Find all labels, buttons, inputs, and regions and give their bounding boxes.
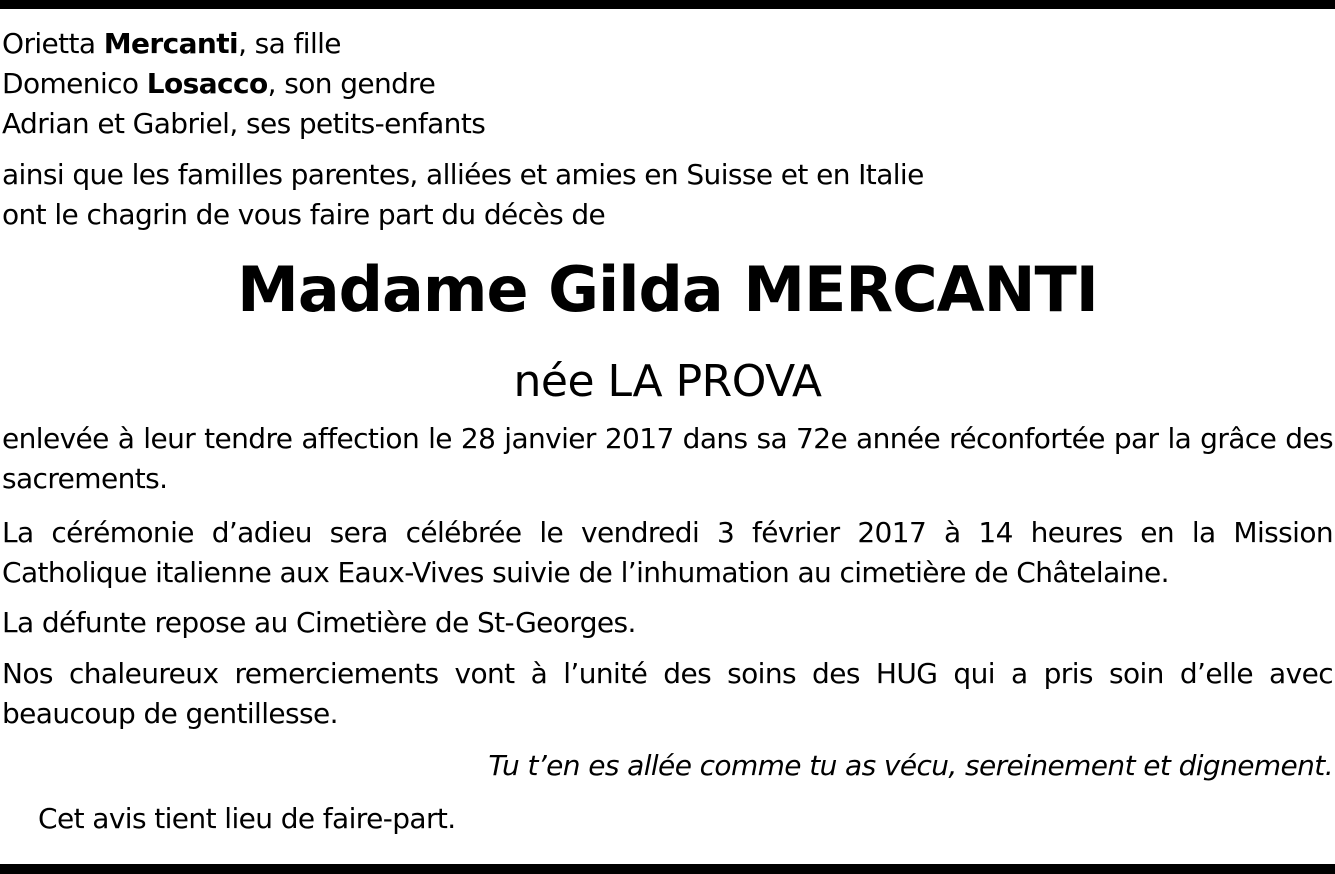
family-line-grandchildren: Adrian et Gabriel, ses petits-enfants [2,107,486,140]
closing-notice: Cet avis tient lieu de faire-part. [38,802,456,835]
paragraph-ceremony: La cérémonie d’adieu sera célébrée le vendredi 3 février 2017 à 14 heures en la Mission Catholique italienne aux Eaux-Vives suivie de l’inhumation au cimetière de Châtelaine. [2,516,1333,589]
intro-line-1: ainsi que les familles parentes, alliées et amies en Suisse et en Italie [2,158,924,191]
surname: Losacco [146,67,268,100]
paragraph-rest: La défunte repose au Cimetière de St-Georges. [2,606,636,639]
top-rule [0,0,1335,9]
intro-line-2: ont le chagrin de vous faire part du décès de [2,198,606,231]
paragraph-thanks: Nos chaleureux remerciements vont à l’unité des soins des HUG qui a pris soin d’elle avec beaucoup de gentillesse. [2,657,1333,730]
deceased-name: Madame Gilda MERCANTI [237,253,1098,326]
first-name: Domenico [2,67,147,100]
relation: , sa fille [238,27,341,60]
first-name: Orietta [2,27,104,60]
paragraph-death: enlevée à leur tendre affection le 28 janvier 2017 dans sa 72e année réconfortée par la grâce des sacrements. [2,422,1333,495]
family-line-son-in-law [2,64,435,104]
family-line-daughter [2,24,341,64]
relation: , son gendre [267,67,436,100]
bottom-rule [0,864,1335,874]
surname: Mercanti [103,27,239,60]
closing-quote: Tu t’en es allée comme tu as vécu, sereinement et dignement. [488,749,1333,782]
maiden-name: née LA PROVA [513,356,822,407]
